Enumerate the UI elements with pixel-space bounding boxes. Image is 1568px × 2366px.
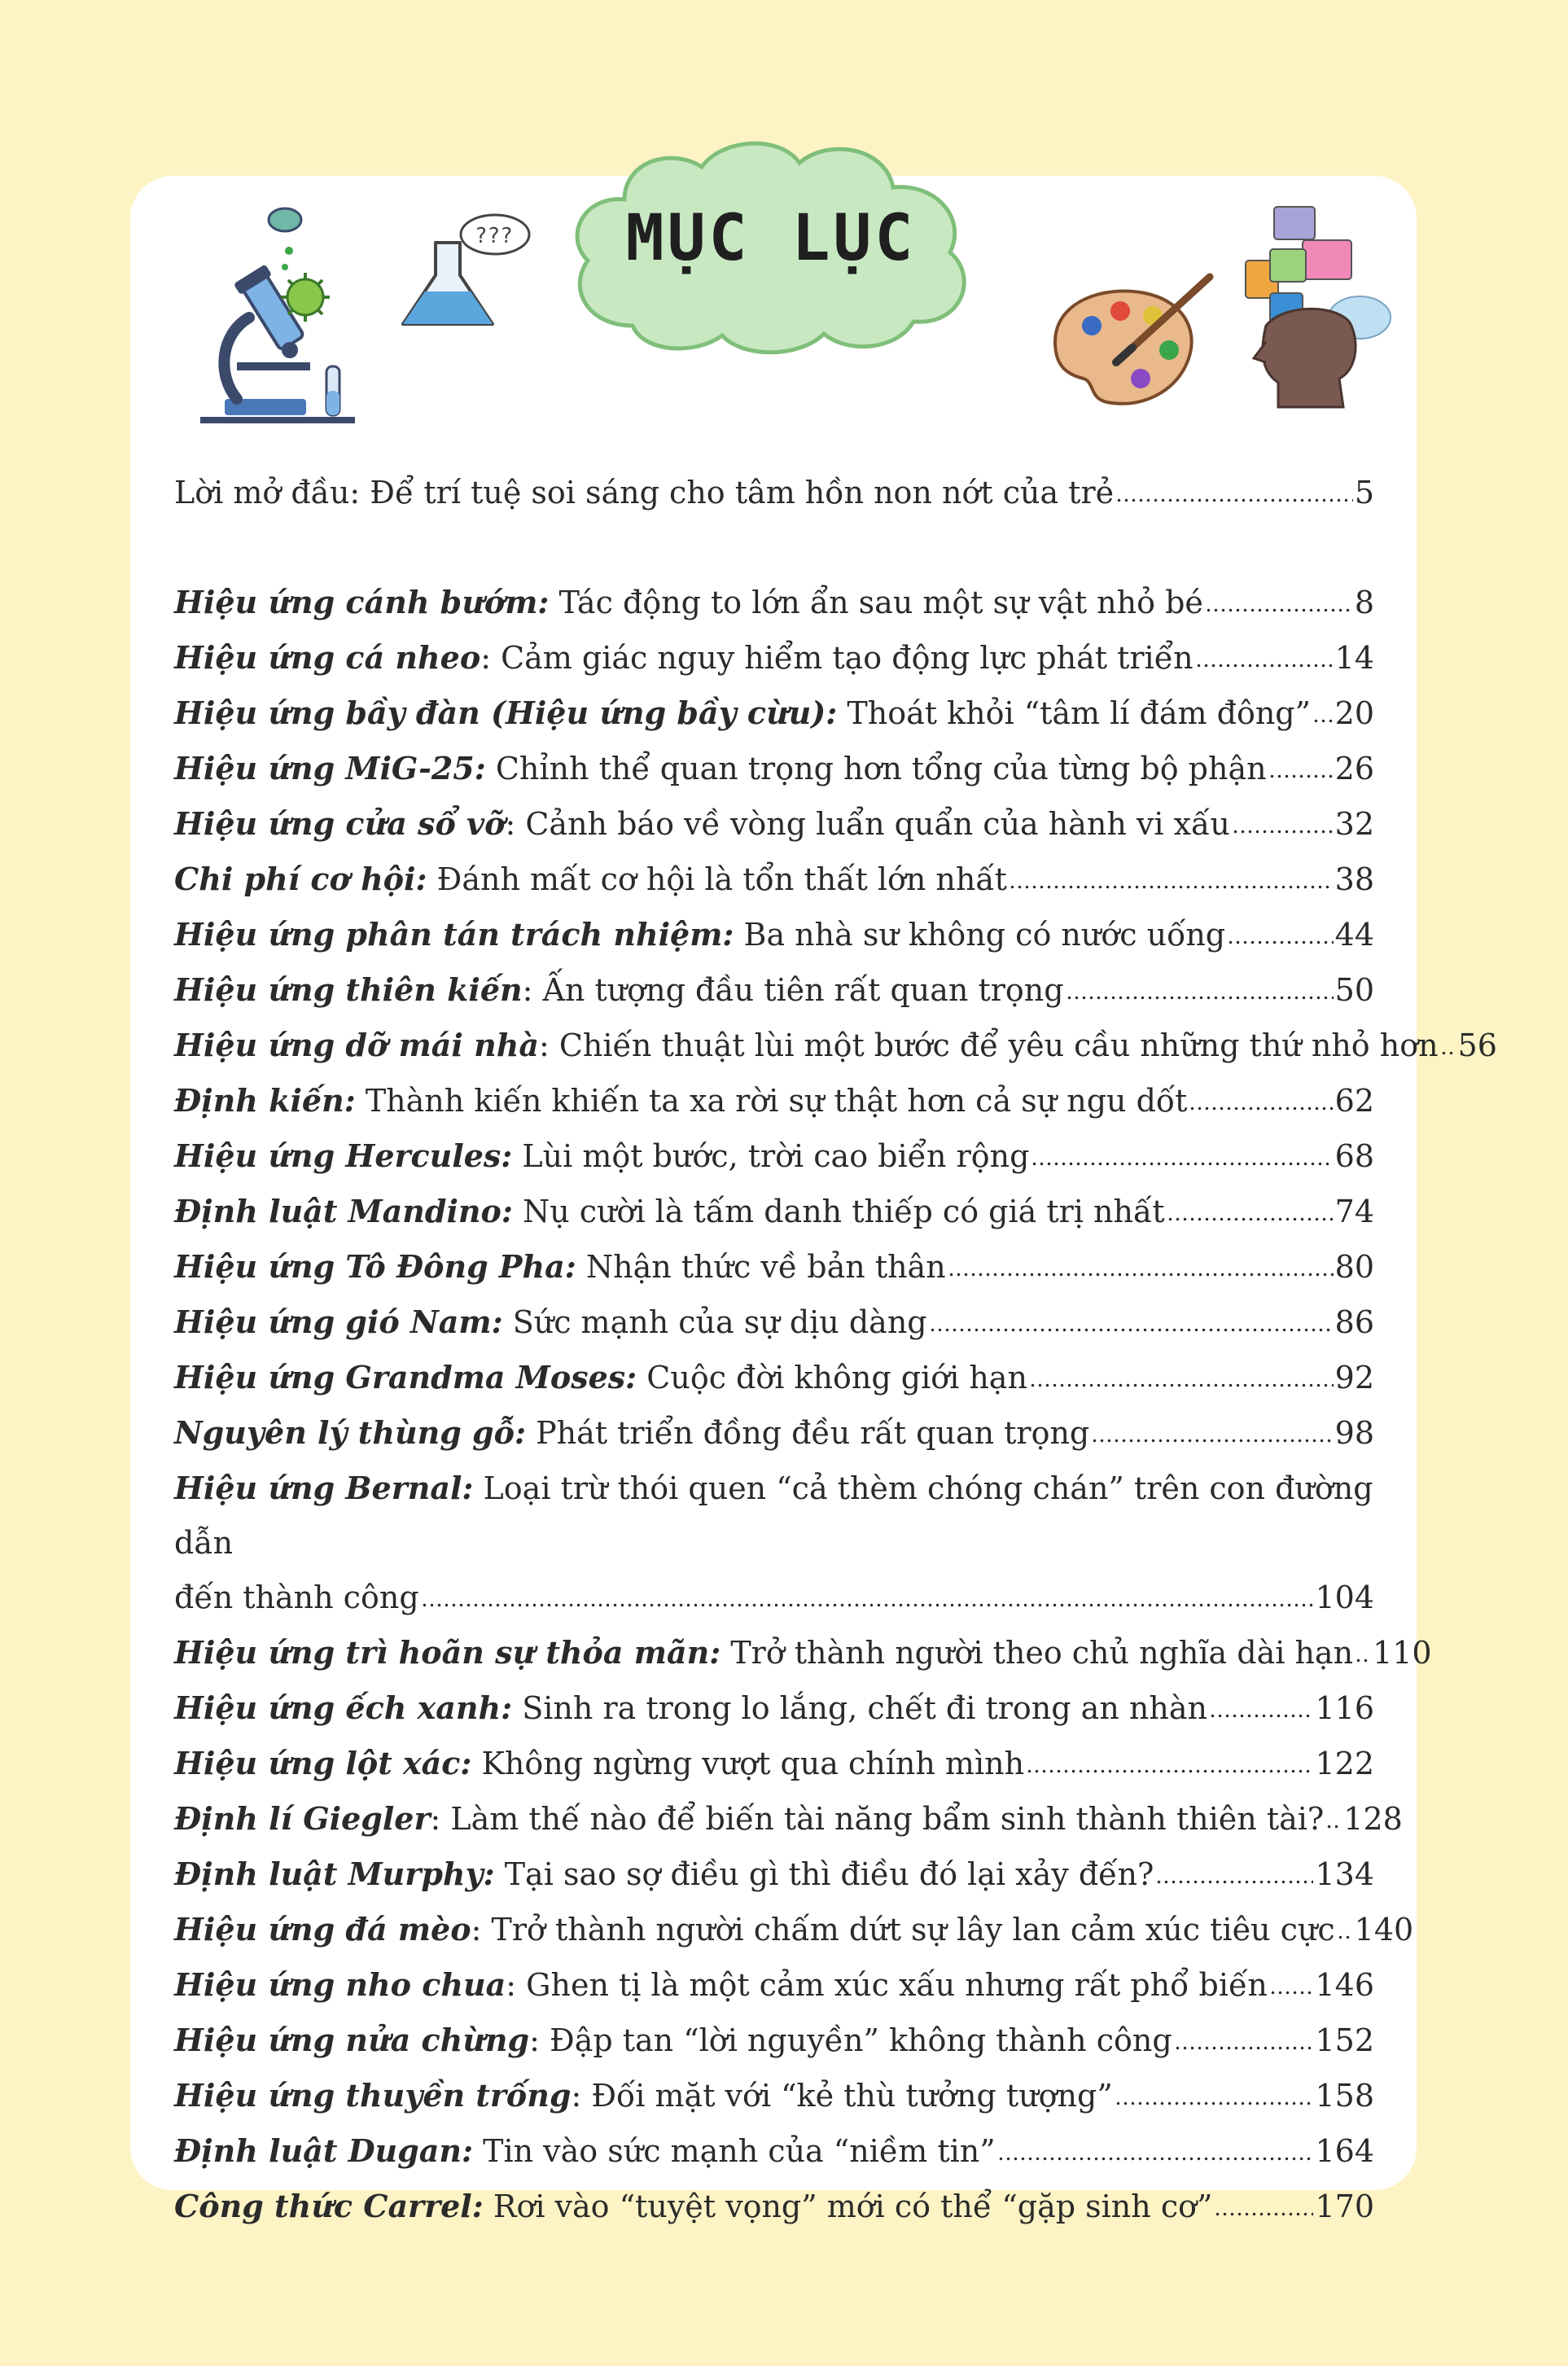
leader-dots (1227, 939, 1334, 945)
leader-dots (1009, 883, 1334, 890)
toc-description: : Cảm giác nguy hiểm tạo động lực phát triển (480, 640, 1194, 676)
page-number: 74 (1334, 1194, 1374, 1229)
toc-entry[interactable] (174, 796, 1374, 852)
leader-dots (1209, 1712, 1314, 1719)
toc-entry-text (174, 1736, 1024, 1791)
toc-term: Định lí Giegler (174, 1800, 431, 1837)
toc-description: Loại trừ thói quen “cả thèm chóng chán” trên con đường dẫn (174, 1470, 1373, 1561)
toc-term: Hiệu ứng trì hoãn sự thỏa mãn: (174, 1634, 721, 1671)
toc-entry-text (174, 1128, 1029, 1184)
page-number: 38 (1334, 861, 1374, 897)
page-number: 32 (1334, 806, 1374, 842)
page-number: 20 (1334, 695, 1374, 731)
toc-entry-text (174, 1350, 1027, 1405)
toc-entry[interactable] (174, 1791, 1403, 1847)
toc-description: Tại sao sợ điều gì thì điều đó lại xảy đến? (494, 1856, 1154, 1892)
toc-description: Sức mạnh của sự dịu dàng (502, 1304, 927, 1340)
leader-dots (1195, 662, 1334, 668)
toc-entry-text (174, 1184, 1165, 1239)
toc-entry[interactable] (174, 1128, 1374, 1184)
toc-entry-text (174, 1625, 1353, 1680)
leader-dots (1355, 1657, 1371, 1663)
toc-description: Tin vào sức mạnh của “niềm tin” (473, 2133, 996, 2169)
toc-entry-text (174, 2123, 996, 2179)
toc-term: Hiệu ứng thiên kiến (174, 971, 523, 1008)
toc-term: Hiệu ứng cửa sổ vỡ (174, 805, 506, 842)
leader-dots (1312, 717, 1334, 724)
toc-entry-text (174, 962, 1064, 1018)
toc-entry[interactable] (174, 1350, 1374, 1405)
toc-description: Tác động to lớn ẩn sau một sự vật nhỏ bé (549, 585, 1203, 620)
page-number: 152 (1315, 2022, 1374, 2058)
toc-description: Nhận thức về bản thân (576, 1249, 946, 1285)
page-number: 122 (1315, 1746, 1374, 1781)
leader-dots (1214, 2210, 1313, 2217)
toc-description: : Đập tan “lời nguyền” không thành công (529, 2022, 1172, 2058)
toc-term: Hiệu ứng nửa chừng (174, 2022, 530, 2058)
toc-entry[interactable] (174, 741, 1374, 796)
toc-description: đến thành công (174, 1580, 419, 1615)
toc-term: Chi phí cơ hội: (174, 861, 427, 897)
brain-head-icon (1237, 204, 1400, 415)
leader-dots (1091, 1437, 1333, 1444)
toc-term: Định luật Mandino: (174, 1193, 513, 1229)
leader-dots (1440, 1049, 1456, 1056)
toc-description: : Cảnh báo về vòng luẩn quẩn của hành vi xấu (505, 806, 1230, 842)
toc-description: Nụ cười là tấm danh thiếp có giá trị nhất (512, 1194, 1165, 1229)
toc-description: : Đối mặt với “kẻ thù tưởng tượng” (571, 2078, 1113, 2114)
page-number: 68 (1334, 1138, 1374, 1174)
toc-description: : Trở thành người chấm dứt sự lây lan cảm xúc tiêu cực (471, 1912, 1335, 1948)
toc-entry[interactable] (174, 1405, 1374, 1461)
toc-entry[interactable] (174, 1184, 1374, 1239)
page-number: 134 (1315, 1856, 1374, 1892)
toc-term: Công thức Carrel: (174, 2188, 484, 2224)
toc-term: Định kiến: (174, 1082, 356, 1119)
page-number: 104 (1315, 1580, 1374, 1615)
page-number: 98 (1334, 1415, 1374, 1451)
page-number: 164 (1315, 2133, 1374, 2169)
page-number: 8 (1354, 585, 1374, 620)
page-number: 5 (1354, 475, 1374, 510)
toc-entry-text (174, 1239, 946, 1295)
toc-term: Hiệu ứng Hercules: (174, 1137, 513, 1174)
page-number: 146 (1315, 1967, 1374, 2003)
toc-entry-text (174, 741, 1267, 796)
toc-entry-text (174, 1018, 1439, 1073)
page-number: 50 (1334, 972, 1374, 1008)
leader-dots (1031, 1160, 1333, 1167)
toc-term: Hiệu ứng ếch xanh: (174, 1689, 513, 1726)
toc-intro-text: Lời mở đầu: Để trí tuệ soi sáng cho tâm hồn non nớt của trẻ (174, 475, 1115, 510)
toc-entry[interactable] (174, 630, 1374, 686)
toc-entry-text (174, 852, 1007, 907)
toc-term: Định luật Murphy: (174, 1856, 495, 1892)
toc-description: Trở thành người theo chủ nghĩa dài hạn (720, 1635, 1354, 1671)
toc-entry-text (174, 575, 1203, 630)
page-number: 170 (1315, 2189, 1374, 2224)
toc-entry[interactable] (174, 1018, 1497, 1073)
toc-intro[interactable] (174, 466, 1374, 520)
leader-dots (1155, 1878, 1313, 1885)
question-bubble-icon: ??? (475, 224, 513, 248)
toc-term: Hiệu ứng thuyền trống (174, 2077, 572, 2114)
toc-description: : Ấn tượng đầu tiên rất quan trọng (522, 972, 1064, 1008)
leader-dots (1205, 607, 1353, 613)
page-number: 110 (1373, 1635, 1432, 1671)
toc-entry-text (174, 1405, 1089, 1461)
page-number: 92 (1334, 1360, 1374, 1396)
toc-description: Không ngừng vượt qua chính mình (471, 1746, 1025, 1781)
toc-entry-text (174, 686, 1311, 741)
toc-entry-text (174, 1680, 1207, 1736)
toc-entry[interactable] (174, 852, 1374, 907)
toc-entry[interactable] (174, 1461, 1374, 1625)
toc-entry-line (174, 1571, 1374, 1625)
toc-entry[interactable] (174, 1625, 1432, 1680)
toc-entry-text (174, 1847, 1154, 1902)
leader-dots (1066, 994, 1334, 1001)
paint-palette-icon (1039, 269, 1226, 415)
virus-icon (261, 195, 358, 326)
toc-entry-text (174, 1295, 927, 1350)
leader-dots (1174, 2044, 1314, 2051)
toc-term: Hiệu ứng lột xác: (174, 1745, 472, 1781)
toc-entry[interactable] (174, 1957, 1374, 2013)
leader-dots (929, 1326, 1334, 1333)
leader-dots (1029, 1382, 1334, 1388)
page-number: 86 (1334, 1304, 1374, 1340)
leader-dots (1232, 828, 1334, 835)
page-number: 140 (1354, 1912, 1414, 1948)
table-of-contents (174, 466, 1497, 2234)
toc-entry[interactable] (174, 1239, 1374, 1295)
toc-term: Hiệu ứng nho chua (174, 1966, 506, 2003)
toc-description: : Làm thế nào để biến tài năng bẩm sinh thành thiên tài? (430, 1801, 1325, 1837)
page-number: 26 (1334, 751, 1374, 786)
leader-dots (1167, 1216, 1334, 1222)
toc-term: Hiệu ứng Tô Đông Pha: (174, 1248, 576, 1285)
toc-entry-text (174, 1902, 1335, 1957)
toc-entry[interactable] (174, 1295, 1374, 1350)
toc-entry-text (174, 630, 1194, 686)
toc-entry[interactable] (174, 1736, 1374, 1791)
toc-term: Hiệu ứng đá mèo (174, 1911, 471, 1948)
page-number: 62 (1334, 1083, 1374, 1119)
page-title: MỤC LỤC (625, 202, 917, 275)
toc-entry[interactable] (174, 1073, 1374, 1128)
toc-term: Hiệu ứng Grandma Moses: (174, 1359, 637, 1396)
toc-entry-text (174, 907, 1225, 962)
toc-entry-line (174, 1461, 1374, 1571)
leader-dots (1115, 2100, 1314, 2106)
leader-dots (1189, 1105, 1333, 1111)
toc-entry-text (174, 796, 1230, 852)
flask-icon (391, 210, 537, 340)
toc-entry-text (174, 2013, 1172, 2068)
toc-description: Sinh ra trong lo lắng, chết đi trong an nhàn (512, 1690, 1207, 1726)
toc-term: Hiệu ứng cánh bướm: (174, 584, 550, 620)
toc-term: Hiệu ứng phân tán trách nhiệm: (174, 916, 734, 953)
toc-description: Chỉnh thể quan trọng hơn tổng của từng bộ phận (485, 751, 1267, 786)
page-number: 128 (1343, 1801, 1403, 1837)
toc-entry-text (174, 1073, 1187, 1128)
toc-description: Cuộc đời không giới hạn (637, 1360, 1027, 1396)
toc-entry[interactable] (174, 2179, 1374, 2234)
page-number: 158 (1315, 2078, 1374, 2114)
toc-entry-text (174, 1791, 1324, 1847)
toc-entry[interactable] (174, 1680, 1374, 1736)
toc-description: Ba nhà sư không có nước uống (734, 917, 1226, 953)
toc-entry[interactable] (174, 1902, 1414, 1957)
toc-entry[interactable] (174, 962, 1374, 1018)
leader-dots (1269, 1989, 1314, 1996)
toc-entry-text (174, 1957, 1268, 2013)
page-number: 56 (1457, 1027, 1497, 1063)
toc-description: Thoát khỏi “tâm lí đám đông” (837, 695, 1312, 731)
toc-term: Hiệu ứng MiG-25: (174, 750, 486, 786)
toc-description: Lùi một bước, trời cao biển rộng (512, 1138, 1030, 1174)
toc-description: : Chiến thuật lùi một bước để yêu cầu những thứ nhỏ hơn (538, 1027, 1439, 1063)
toc-entry[interactable] (174, 2013, 1374, 2068)
toc-term: Hiệu ứng cá nheo (174, 639, 481, 676)
toc-description: Thành kiến khiến ta xa rời sự thật hơn cả sự ngu dốt (355, 1083, 1188, 1119)
toc-entry[interactable] (174, 575, 1374, 630)
leader-dots (1115, 497, 1353, 503)
toc-description: Đánh mất cơ hội là tổn thất lớn nhất (427, 861, 1007, 897)
leader-dots (997, 2155, 1314, 2162)
toc-entry[interactable] (174, 2068, 1374, 2123)
leader-dots (421, 1601, 1314, 1608)
toc-entry[interactable] (174, 907, 1374, 962)
leader-dots (1026, 1768, 1313, 1774)
leader-dots (1268, 773, 1334, 779)
page-number: 80 (1334, 1249, 1374, 1285)
toc-description: Rơi vào “tuyệt vọng” mới có thể “gặp sinh cơ” (483, 2189, 1213, 2224)
leader-dots (1325, 1823, 1342, 1829)
toc-description: Phát triển đồng đều rất quan trọng (525, 1415, 1090, 1451)
page-number: 44 (1334, 917, 1374, 953)
toc-term: Định luật Dugan: (174, 2132, 474, 2169)
leader-dots (1337, 1934, 1353, 1940)
toc-entry[interactable] (174, 686, 1374, 741)
toc-term: Hiệu ứng dỡ mái nhà (174, 1027, 539, 1063)
toc-entry-text (174, 2068, 1113, 2123)
toc-term: Hiệu ứng bầy đàn (Hiệu ứng bầy cừu): (174, 694, 838, 731)
toc-entry-text (174, 2179, 1212, 2234)
toc-entry[interactable] (174, 2123, 1374, 2179)
toc-term: Hiệu ứng gió Nam: (174, 1303, 503, 1340)
toc-term: Nguyên lý thùng gỗ: (174, 1414, 526, 1451)
page-number: 116 (1315, 1690, 1374, 1726)
toc-entry[interactable] (174, 1847, 1374, 1902)
leader-dots (948, 1271, 1334, 1277)
page-number: 14 (1334, 640, 1374, 676)
toc-term: Hiệu ứng Bernal: (174, 1470, 474, 1506)
toc-description: : Ghen tị là một cảm xúc xấu nhưng rất phổ biến (506, 1967, 1268, 2003)
